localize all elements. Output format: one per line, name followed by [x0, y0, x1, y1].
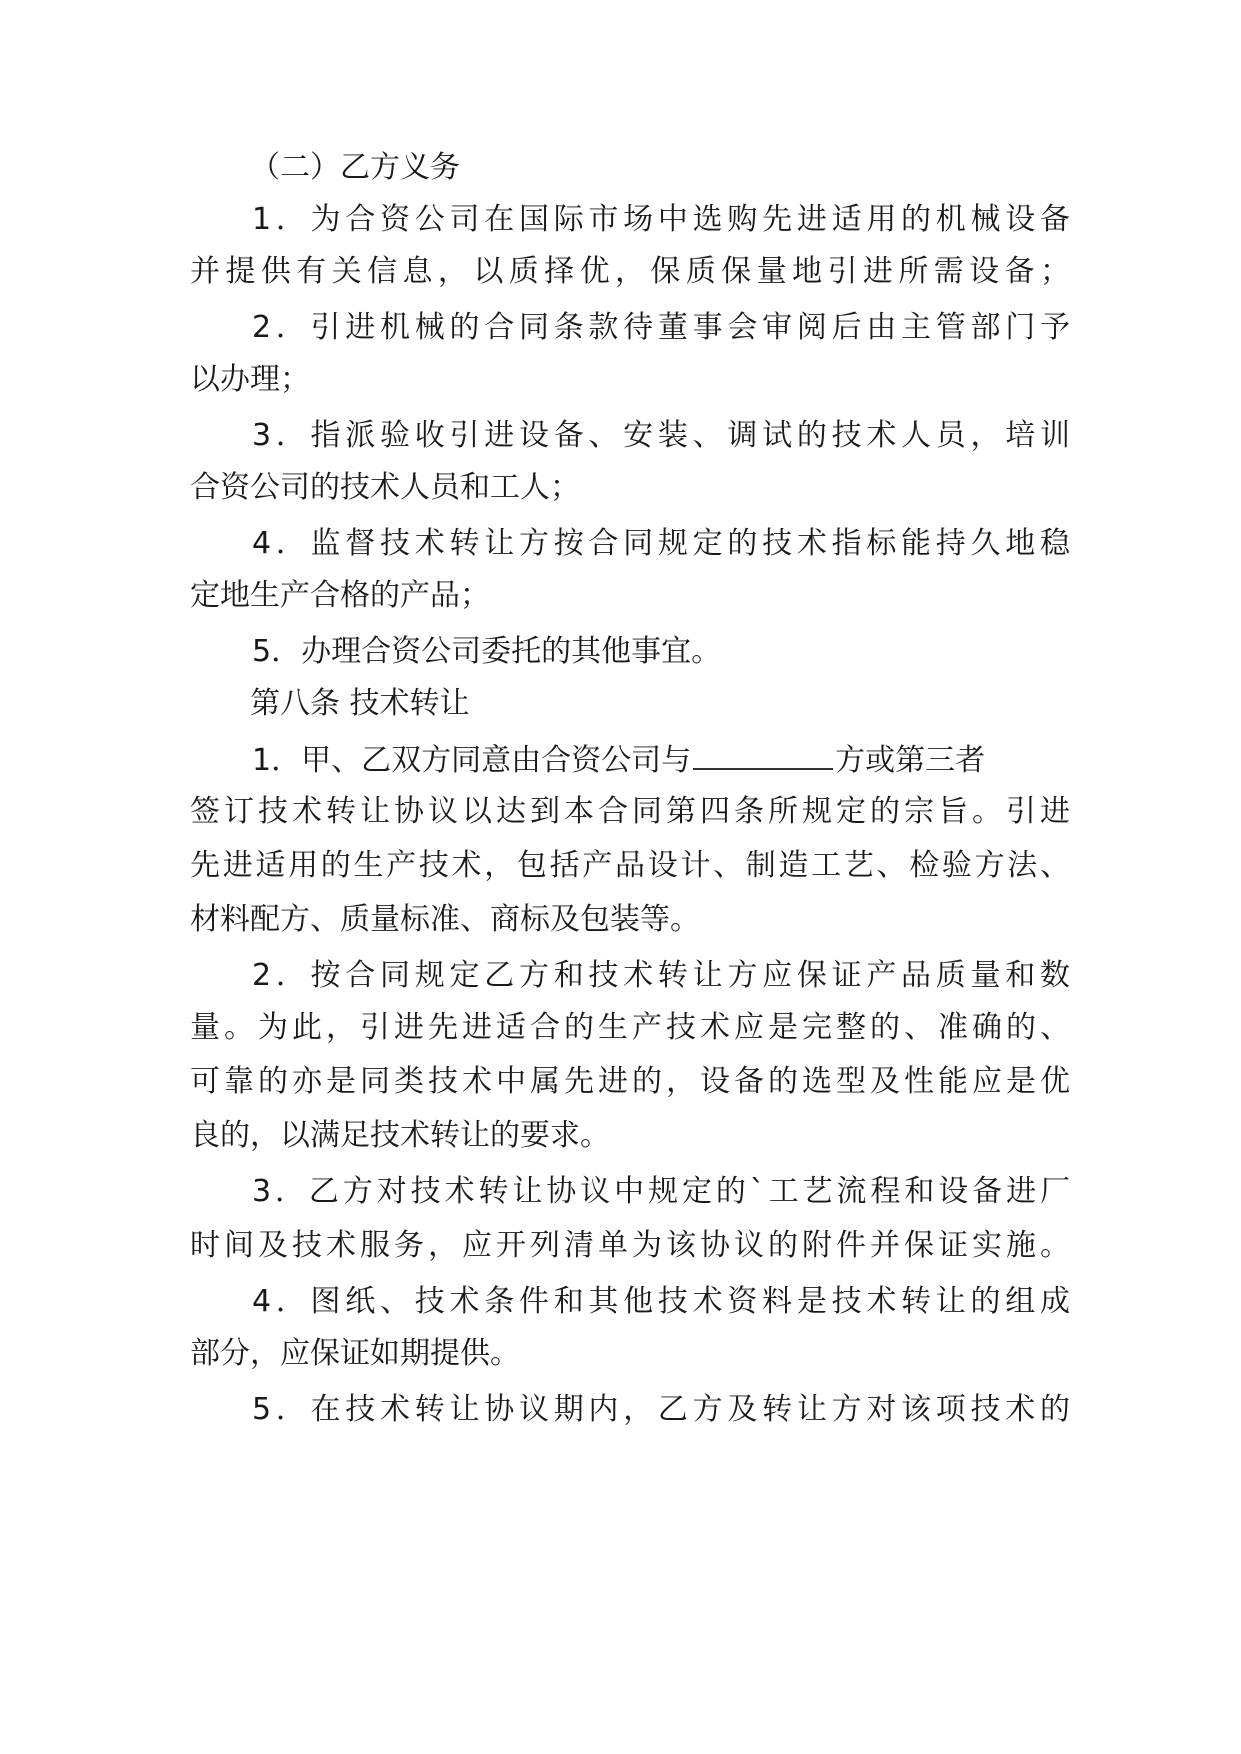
paragraph-line: 先进适用的生产技术，包括产品设计、制造工艺、检验方法、: [190, 848, 1070, 883]
paragraph-line: 3．指派验收引进设备、安装、调试的技术人员，培训: [252, 418, 1070, 453]
paragraph-line: 时间及技术服务，应开列清单为该协议的附件并保证实施。: [190, 1228, 1070, 1263]
paragraph-line-with-blank: [252, 740, 1070, 780]
line-text-after-blank: 方或第三者: [835, 743, 986, 778]
article-heading: 第八条 技术转让: [250, 686, 470, 721]
paragraph-line: 量。为此，引进先进适合的生产技术应是完整的、准确的、: [190, 1010, 1070, 1045]
paragraph-line: 4．图纸、技术条件和其他技术资料是技术转让的组成: [252, 1284, 1070, 1319]
paragraph-line: 签订技术转让协议以达到本合同第四条所规定的宗旨。引进: [190, 794, 1070, 829]
paragraph-line: 可靠的亦是同类技术中属先进的，设备的选型及性能应是优: [190, 1064, 1070, 1099]
paragraph-line: 定地生产合格的产品；: [190, 578, 490, 613]
paragraph-line: 合资公司的技术人员和工人；: [190, 470, 580, 505]
paragraph-line: 2．按合同规定乙方和技术转让方应保证产品质量和数: [252, 958, 1070, 993]
paragraph-line: 以办理；: [190, 362, 310, 397]
paragraph-line: 材料配方、质量标准、商标及包装等。: [190, 902, 700, 937]
section-heading: （二）乙方义务: [250, 150, 460, 185]
paragraph-line: 并提供有关信息，以质择优，保质保量地引进所需设备；: [190, 254, 1070, 289]
paragraph-line: 5．在技术转让协议期内，乙方及转让方对该项技术的: [252, 1392, 1070, 1427]
paragraph-line: 4．监督技术转让方按合同规定的技术指标能持久地稳: [252, 526, 1070, 561]
paragraph-line: 5．办理合资公司委托的其他事宜。: [252, 634, 722, 669]
paragraph-line: 良的，以满足技术转让的要求。: [190, 1118, 610, 1153]
paragraph-line: 1．为合资公司在国际市场中选购先进适用的机械设备: [252, 202, 1070, 237]
paragraph-line: 2．引进机械的合同条款待董事会审阅后由主管部门予: [252, 310, 1070, 345]
line-text-before-blank: 1．甲、乙双方同意由合资公司与: [252, 743, 692, 778]
fill-in-blank: [693, 740, 833, 770]
paragraph-line: 3．乙方对技术转让协议中规定的`工艺流程和设备进厂: [252, 1174, 1070, 1209]
paragraph-line: 部分，应保证如期提供。: [190, 1336, 520, 1371]
